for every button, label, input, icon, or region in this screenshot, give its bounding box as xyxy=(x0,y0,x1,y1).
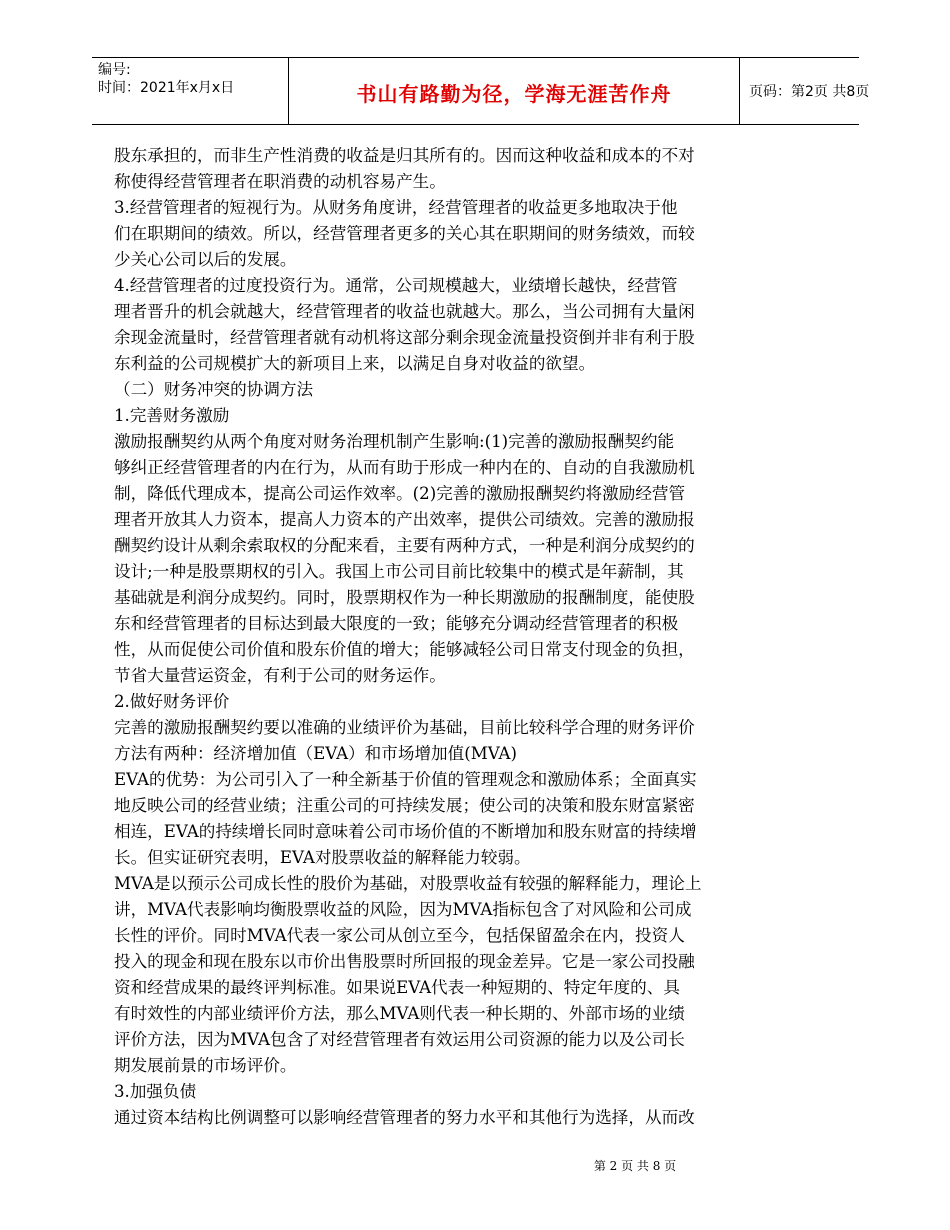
body-text-line: 地反映公司的经营业绩；注重公司的可持续发展；使公司的决策和股东财富紧密 xyxy=(114,796,695,815)
document-number-label: 编号: xyxy=(98,62,131,78)
body-text-line: 2.做好财务评价 xyxy=(114,692,230,711)
body-text-line: 东和经营管理者的目标达到最大限度的一致；能够充分调动经营管理者的积极 xyxy=(114,614,679,633)
header-page-number: 页码：第2页 共8页 xyxy=(749,84,870,100)
header-meta-cell xyxy=(92,58,288,124)
body-text-line: 评价方法，因为MVA包含了对经营管理者有效运用公司资源的能力以及公司长 xyxy=(114,1030,685,1049)
body-text-line: 长性的评价。同时MVA代表一家公司从创立至今，包括保留盈余在内，投资人 xyxy=(114,926,685,945)
body-text-line: EVA的优势：为公司引入了一种全新基于价值的管理观念和激励体系；全面真实 xyxy=(114,770,697,789)
body-text-line: 股东承担的，而非生产性消费的收益是归其所有的。因而这种收益和成本的不对 xyxy=(114,146,695,165)
body-text-line: 设计;一种是股票期权的引入。我国上市公司目前比较集中的模式是年薪制，其 xyxy=(114,562,684,581)
body-text-line: 资和经营成果的最终评判标准。如果说EVA代表一种短期的、特定年度的、具 xyxy=(114,978,680,997)
body-text-line: 1.完善财务激励 xyxy=(114,406,230,425)
body-text-line: 制，降低代理成本，提高公司运作效率。(2)完善的激励报酬契约将激励经营管 xyxy=(114,484,686,503)
body-text-line: 基础就是利润分成契约。同时，股票期权作为一种长期激励的报酬制度，能使股 xyxy=(114,588,695,607)
body-text-line: 4.经营管理者的过度投资行为。通常，公司规模越大，业绩增长越快，经营管 xyxy=(114,276,678,295)
header-page-cell xyxy=(739,58,870,124)
body-text-line: 3.加强负债 xyxy=(114,1082,197,1101)
document-time-label: 时间：2021年x月x日 xyxy=(98,80,235,96)
body-text-line: 们在职期间的绩效。所以，经营管理者更多的关心其在职期间的财务绩效，而较 xyxy=(114,224,695,243)
body-text-line: 激励报酬契约从两个角度对财务治理机制产生影响:(1)完善的激励报酬契约能 xyxy=(114,432,675,451)
header-motto-cell xyxy=(288,58,740,124)
body-text-line: MVA是以预示公司成长性的股价为基础，对股票收益有较强的解释能力，理论上 xyxy=(114,874,702,893)
body-text-line: 讲，MVA代表影响均衡股票收益的风险，因为MVA指标包含了对风险和公司成 xyxy=(114,900,692,919)
body-text-line: 理者晋升的机会就越大，经营管理者的收益也就越大。那么，当公司拥有大量闲 xyxy=(114,302,695,321)
body-text-line: 通过资本结构比例调整可以影响经营管理者的努力水平和其他行为选择，从而改 xyxy=(114,1108,695,1127)
body-text-line: （二）财务冲突的协调方法 xyxy=(114,380,314,399)
page-footer xyxy=(0,1157,950,1174)
body-text-line: 余现金流量时，经营管理者就有动机将这部分剩余现金流量投资倒并非有利于股 xyxy=(114,328,695,347)
header-motto: 书山有路勤为径，学海无涯苦作舟 xyxy=(356,82,672,106)
body-text-line: 性，从而促使公司价值和股东价值的增大；能够减轻公司日常支付现金的负担， xyxy=(114,640,695,659)
body-text-line: 长。但实证研究表明，EVA对股票收益的解释能力较弱。 xyxy=(114,848,531,867)
document-body xyxy=(114,143,774,1131)
body-text-line: 酬契约设计从剩余索取权的分配来看，主要有两种方式，一种是利润分成契约的 xyxy=(114,536,695,555)
body-text-line: 少关心公司以后的发展。 xyxy=(114,250,297,269)
body-text-line: 投入的现金和现在股东以市价出售股票时所回报的现金差异。它是一家公司投融 xyxy=(114,952,695,971)
body-text-line: 节省大量营运资金，有利于公司的财务运作。 xyxy=(114,666,446,685)
body-text-line: 期发展前景的市场评价。 xyxy=(114,1056,297,1075)
body-text-line: 完善的激励报酬契约要以准确的业绩评价为基础，目前比较科学合理的财务评价 xyxy=(114,718,695,737)
page-header xyxy=(92,57,870,125)
body-text-line: 有时效性的内部业绩评价方法，那么MVA则代表一种长期的、外部市场的业绩 xyxy=(114,1004,685,1023)
body-text-line: 方法有两种：经济增加值（EVA）和市场增加值(MVA) xyxy=(114,744,518,763)
footer-page-number: 第 2 页 共 8 页 xyxy=(593,1159,677,1173)
body-text-line: 3.经营管理者的短视行为。从财务角度讲，经营管理者的收益更多地取决于他 xyxy=(114,198,678,217)
body-text-line: 称使得经营管理者在职消费的动机容易产生。 xyxy=(114,172,446,191)
body-text-line: 相连，EVA的持续增长同时意味着公司市场价值的不断增加和股东财富的持续增 xyxy=(114,822,697,841)
body-text-line: 理者开放其人力资本，提高人力资本的产出效率，提供公司绩效。完善的激励报 xyxy=(114,510,695,529)
body-text-line: 东利益的公司规模扩大的新项目上来，以满足自身对收益的欲望。 xyxy=(114,354,596,373)
body-text-line: 够纠正经营管理者的内在行为，从而有助于形成一种内在的、自动的自我激励机 xyxy=(114,458,695,477)
